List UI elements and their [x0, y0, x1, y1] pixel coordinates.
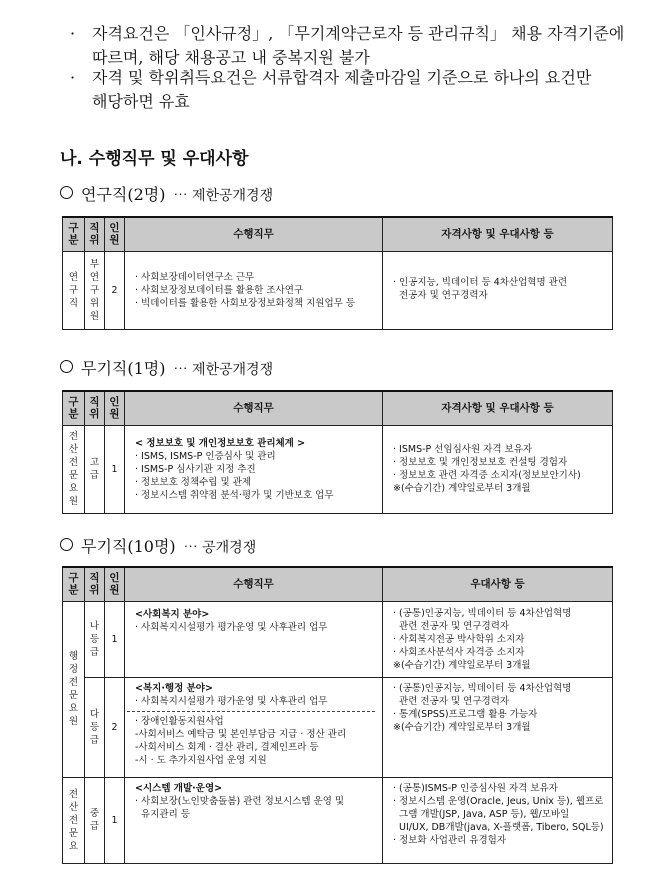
cell-jikwi — [85, 251, 105, 329]
header-gubun — [63, 567, 85, 601]
duty-line: · 사회복지시설평가 평가운영 및 사후관리 업무 — [135, 621, 328, 633]
qual-line: · ISMS-P 선임심사원 자격 보유자 — [393, 444, 533, 455]
qual-line: · 사회복지전공 박사학위 소지자 — [393, 633, 525, 645]
note-1 — [70, 22, 630, 70]
group-title: 무기직(10명) — [81, 537, 176, 556]
qual-line: 관련 전공자 및 연구경력자 — [393, 620, 510, 632]
header-inwon-label: 인원 — [109, 396, 120, 421]
duty-line: · 정보보호 정책수립 및 관제 — [135, 476, 252, 488]
header-duty: 수행직무 — [125, 391, 383, 425]
duty-line: 유지관리 등 — [135, 808, 190, 820]
header-inwon — [105, 217, 125, 251]
duty-title: <복지·행정 분야> — [135, 682, 213, 694]
group-heading-indefinite-1 — [60, 356, 273, 379]
table-indefinite-1 — [62, 390, 613, 514]
note-1-line-2: 따르며, 해당 채용공고 내 중복지원 불가 — [92, 48, 370, 67]
cell-duty — [125, 425, 383, 513]
duty-line: · 사회보장(노인맞춤돌봄) 관련 정보시스템 운영 및 — [135, 795, 345, 807]
header-qual: 우대사항 등 — [383, 567, 613, 601]
jikwi-label: 나등급 — [89, 620, 100, 658]
duty-line: · 사회복지시설평가 평가운영 및 사후관리 업무 — [135, 695, 328, 707]
cell-jikwi — [85, 425, 105, 513]
header-jikwi-label: 직위 — [89, 572, 100, 597]
header-inwon-label: 인원 — [109, 222, 120, 247]
note-1-line-1: 자격요건은 「인사규정」, 「무기계약근로자 등 관리규칙」 채용 자격기준에 — [92, 24, 625, 43]
gubun-label: 행정전문요원 — [68, 651, 79, 727]
qual-line: · 정보화 사업관리 유경험자 — [393, 834, 507, 846]
duty-title: <시스템 개발·운영> — [135, 782, 223, 794]
qual-line: · 사회조사분석사 자격증 소지자 — [393, 646, 525, 658]
qual-line: ※(수습기간) 계약일로부터 3개월 — [393, 721, 531, 733]
qual-line: 전공자 및 연구경력자 — [393, 289, 488, 301]
group-desc: ⋯ 공개경쟁 — [183, 540, 257, 556]
header-jikwi-label: 직위 — [89, 396, 100, 421]
header-gubun-label: 구분 — [68, 572, 79, 597]
qual-line: · 정보시스템 운영(Oracle, Jeus, Unix 등), 웹프로 — [393, 795, 604, 807]
header-jikwi — [85, 217, 105, 251]
group-desc: ⋯ 제한공개경쟁 — [173, 362, 274, 378]
duty-line: · ISMS, ISMS-P 인증심사 및 관리 — [135, 450, 276, 462]
duty-title: < 정보보호 및 개인정보보호 관리체계 > — [135, 437, 306, 449]
qual-line: ※(수습기간) 계약일로부터 3개월 — [393, 659, 531, 671]
cell-inwon: 2 — [105, 677, 125, 777]
note-2 — [70, 66, 630, 114]
jikwi-label: 고급 — [89, 457, 100, 481]
cell-qual — [383, 677, 613, 777]
cell-gubun — [63, 425, 85, 513]
qual-line: ※(수습기간) 계약일로부터 3개월 — [393, 483, 531, 494]
cell-qual — [383, 251, 613, 329]
cell-duty — [125, 677, 383, 777]
circle-bullet-icon — [60, 538, 73, 551]
header-inwon — [105, 567, 125, 601]
cell-gubun — [63, 251, 85, 329]
duty-title: <사회복지 분야> — [135, 608, 210, 620]
header-gubun — [63, 391, 85, 425]
header-duty: 수행직무 — [125, 567, 383, 601]
cell-jikwi — [85, 777, 105, 863]
group-title: 무기직(1명) — [81, 359, 166, 378]
cell-inwon: 1 — [105, 777, 125, 863]
dashed-divider — [127, 711, 375, 712]
jikwi-label: 다등급 — [89, 708, 100, 746]
cell-gubun — [63, 777, 85, 863]
group-heading-research — [60, 182, 273, 205]
qual-line: · 인공지능, 빅데이터 등 4차산업혁명 관련 — [393, 276, 568, 288]
duty-line: · 사회보장데이터연구소 근무 — [135, 271, 255, 283]
header-inwon — [105, 391, 125, 425]
header-jikwi — [85, 391, 105, 425]
duty-line: -사회서비스 예탁금 및 본인부담금 지급 · 정산 관리 — [135, 728, 347, 740]
qual-line: · 정보보호 및 개인정보보호 컨설팅 경험자 — [393, 457, 568, 468]
jikwi-label: 부연구위원 — [89, 258, 100, 322]
duty-line: · ISMS-P 심사기관 지정 추진 — [135, 463, 256, 475]
duty-line: -사회서비스 회계 · 결산 관리, 결제인프라 등 — [135, 741, 319, 753]
header-gubun-label: 구분 — [68, 396, 79, 421]
cell-inwon: 2 — [105, 251, 125, 329]
bullet-icon: · — [70, 68, 76, 87]
qual-line: 관련 전공자 및 연구경력자 — [393, 695, 510, 707]
header-jikwi-label: 직위 — [89, 222, 100, 247]
group-title: 연구직(2명) — [81, 185, 166, 204]
group-heading-indefinite-10 — [60, 534, 256, 557]
qual-line: UI/UX, DB개발(java, X-플랫폼, Tibero, SQL등) — [393, 821, 604, 833]
duty-line: · 정보시스템 취약점 분석·평가 및 기반보호 업무 — [135, 489, 334, 501]
header-jikwi — [85, 567, 105, 601]
header-gubun — [63, 217, 85, 251]
cell-inwon: 1 — [105, 601, 125, 677]
note-2-line-2: 해당하면 유효 — [92, 92, 190, 111]
bullet-icon: · — [70, 24, 76, 43]
header-duty: 수행직무 — [125, 217, 383, 251]
cell-duty — [125, 777, 383, 863]
qual-line: · 통계(SPSS)프로그램 활용 가능자 — [393, 708, 538, 720]
duty-line: · 장애인활동지원사업 — [135, 715, 224, 727]
circle-bullet-icon — [60, 186, 73, 199]
table-indefinite-10 — [62, 566, 613, 864]
cell-qual — [383, 425, 613, 513]
qual-line: · 정보보호 관련 자격증 소지자(정보보안기사) — [393, 470, 581, 481]
cell-jikwi — [85, 677, 105, 777]
qual-line: · (공통)인공지능, 빅데이터 등 4차산업혁명 — [393, 682, 572, 694]
header-gubun-label: 구분 — [68, 222, 79, 247]
group-desc: ⋯ 제한공개경쟁 — [173, 188, 274, 204]
qual-line: · (공통)ISMS-P 인증심사원 자격 보유자 — [393, 782, 558, 794]
header-inwon-label: 인원 — [109, 572, 120, 597]
gubun-label: 연구직 — [68, 271, 79, 309]
table-research — [62, 216, 613, 330]
header-qual: 자격사항 및 우대사항 등 — [383, 217, 613, 251]
duty-line: -시 · 도 추가지원사업 운영 지원 — [135, 754, 267, 766]
section-title: 나. 수행직무 및 우대사항 — [60, 149, 249, 169]
circle-bullet-icon — [60, 360, 73, 373]
jikwi-label: 중급 — [89, 808, 100, 832]
duty-line: · 사회보장정보데이터를 활용한 조사연구 — [135, 284, 304, 296]
duty-line: · 빅데이터를 활용한 사회보장정보화정책 지원업무 등 — [135, 297, 356, 309]
cell-duty — [125, 601, 383, 677]
cell-duty — [125, 251, 383, 329]
cell-gubun-merged — [63, 601, 85, 777]
cell-qual — [383, 777, 613, 863]
header-qual: 자격사항 및 우대사항 등 — [383, 391, 613, 425]
cell-qual — [383, 601, 613, 677]
qual-line: · (공통)인공지능, 빅데이터 등 4차산업혁명 — [393, 607, 572, 619]
cell-inwon: 1 — [105, 425, 125, 513]
gubun-label: 전산전문요 — [68, 788, 79, 852]
cell-jikwi — [85, 601, 105, 677]
note-2-line-1: 자격 및 학위취득요건은 서류합격자 제출마감일 기준으로 하나의 요건만 — [92, 68, 592, 87]
qual-line: 그램 개발(JSP, Java, ASP 등), 웹/모바일 — [393, 808, 570, 820]
gubun-label: 전산전문요원 — [68, 431, 79, 507]
